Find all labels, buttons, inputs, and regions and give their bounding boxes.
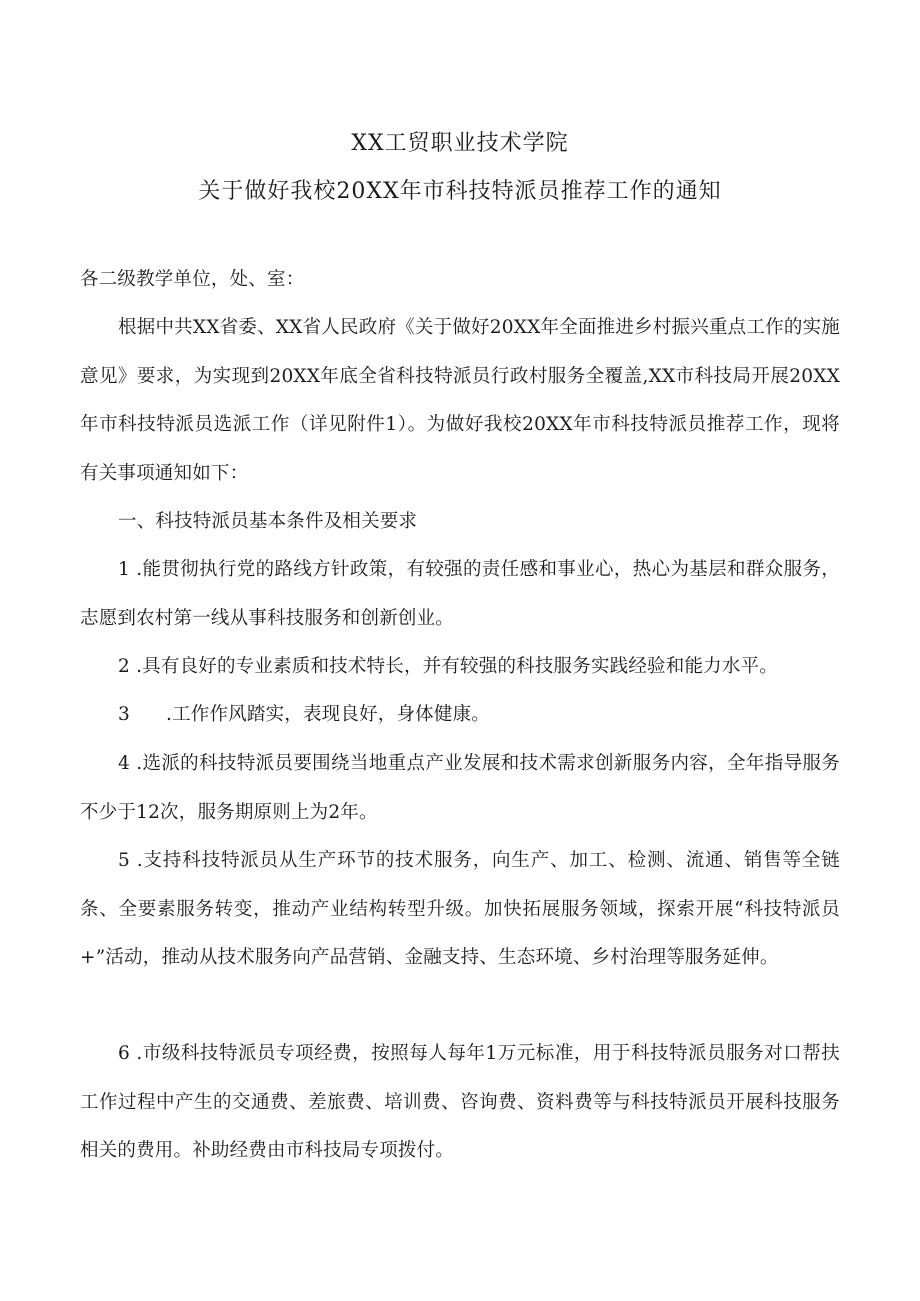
- section-1-heading: 一、科技特派员基本条件及相关要求: [118, 511, 418, 532]
- item-text: .能贯彻执行党的路线方针政策，有较强的责任感和事业心，热心为基层和群众服务，志愿到农村第一线从事科技服务和创新创业。: [80, 559, 840, 629]
- list-item: [80, 837, 840, 983]
- item-number: 2: [118, 656, 130, 677]
- item-number: 1: [118, 559, 130, 580]
- item-text: .市级科技特派员专项经费，按照每人每年1万元标准，用于科技特派员服务对口帮扶工作过程中产生的交通费、差旅费、培训费、咨询费、资料费等与科技特派员开展科技服务相关的费用。补助经费由市科技局专项拨付。: [80, 1043, 840, 1161]
- list-item: [80, 1030, 840, 1176]
- intro-paragraph: 根据中共XX省委、XX省人民政府《关于做好20XX年全面推进乡村振兴重点工作的实施意见》要求，为实现到20XX年底全省科技特派员行政村服务全覆盖,XX市科技局开展20XX年市科技特派员选派工作（详见附件1）。为做好我校20XX年市科技特派员推荐工作，现将有关事项通知如下：: [80, 317, 840, 484]
- document-title-notice: 关于做好我校20XX年市科技特派员推荐工作的通知: [198, 179, 722, 204]
- item-number: 3: [118, 704, 130, 725]
- document-title-school: XX工贸职业技术学院: [351, 131, 569, 156]
- list-item: [80, 740, 840, 837]
- greeting: 各二级教学单位，处、室：: [80, 269, 305, 290]
- item-number: 4: [118, 753, 130, 774]
- item-text: .具有良好的专业素质和技术特长，并有较强的科技服务实践经验和能力水平。: [136, 656, 778, 677]
- item-number: 5: [118, 850, 130, 871]
- list-item: [80, 643, 840, 692]
- list-item: [80, 691, 840, 740]
- item-text: .支持科技特派员从生产环节的技术服务，向生产、加工、检测、流通、销售等全链条、全要素服务转变，推动产业结构转型升级。加快拓展服务领域，探索开展“科技特派员+”活动，推动从技术服务向产品营销、金融支持、生态环境、乡村治理等服务延伸。: [80, 850, 840, 968]
- list-item: [80, 546, 840, 643]
- item-text: .选派的科技特派员要围绕当地重点产业发展和技术需求创新服务内容，全年指导服务不少于12次，服务期原则上为2年。: [80, 753, 840, 823]
- item-number: 6: [118, 1043, 130, 1064]
- item-text: .工作作风踏实，表现良好，身体健康。: [165, 704, 490, 725]
